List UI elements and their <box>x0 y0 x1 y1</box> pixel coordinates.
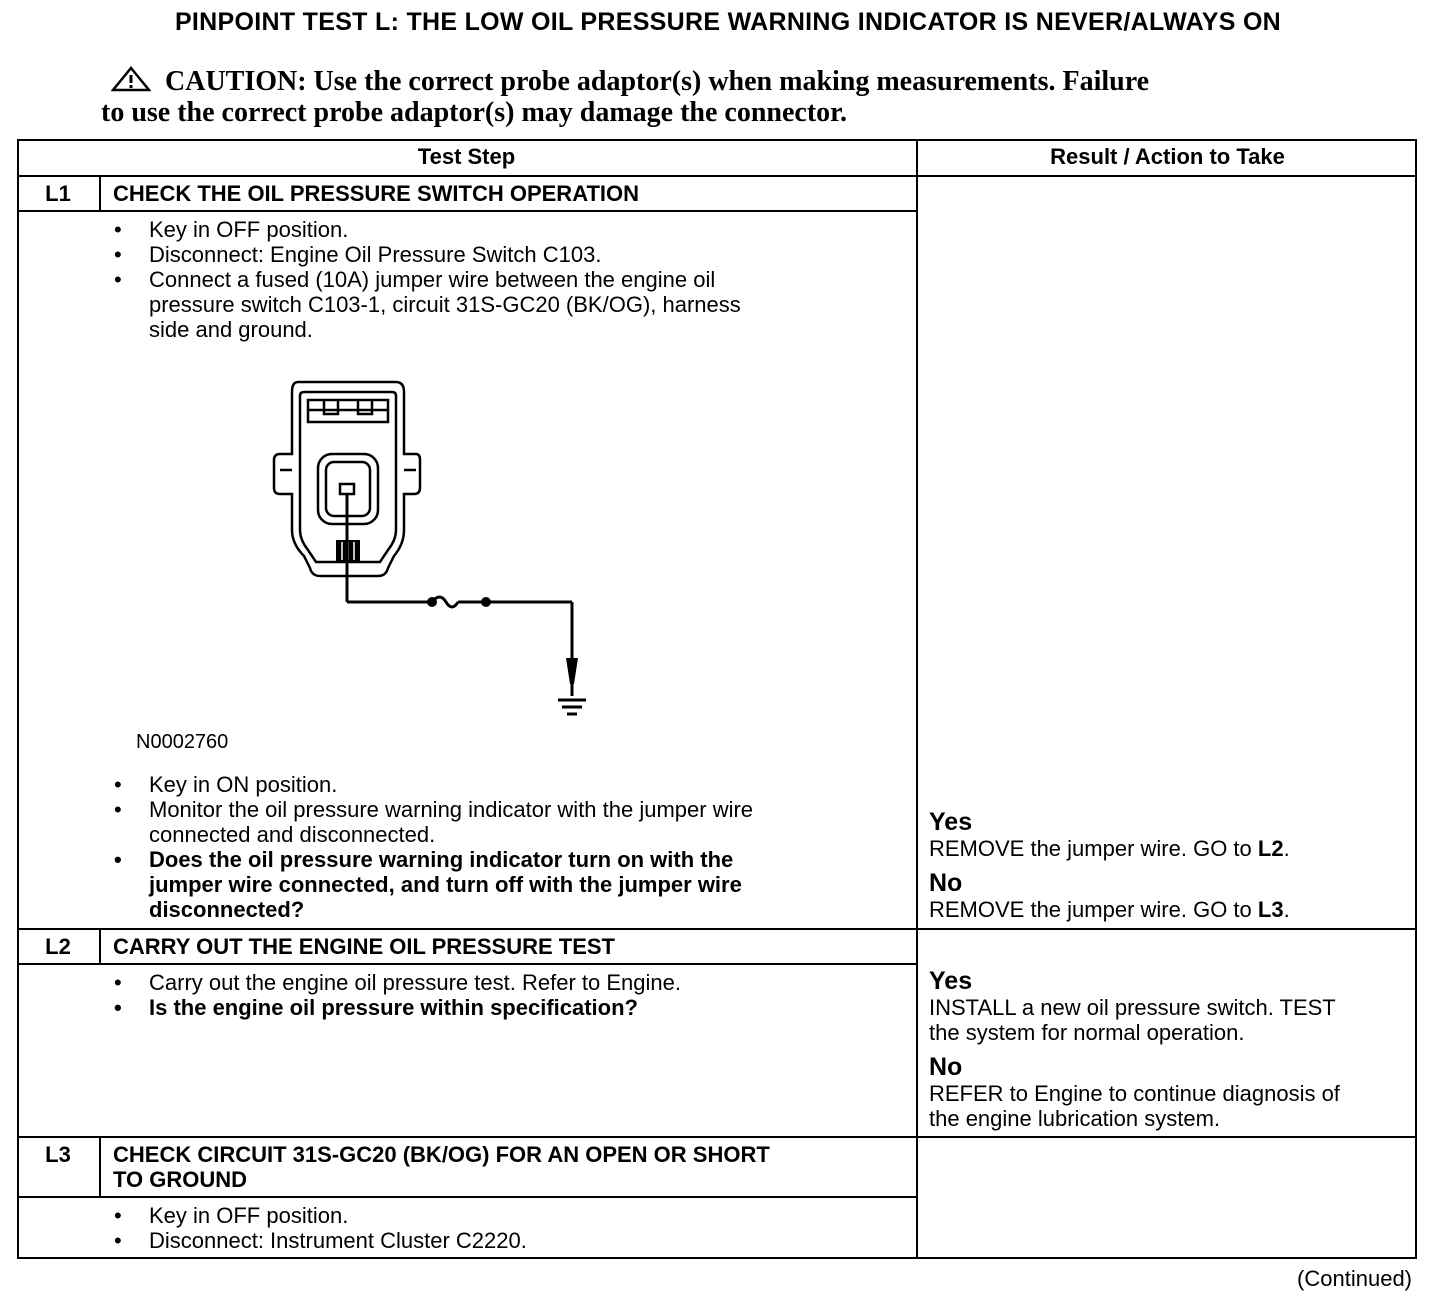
result-text: INSTALL a new oil pressure switch. TEST <box>929 995 1336 1020</box>
step-title-l3: CHECK CIRCUIT 31S-GC20 (BK/OG) FOR AN OPEN OR SHORT <box>113 1142 770 1167</box>
continued-note: (Continued) <box>1297 1266 1412 1291</box>
step-l1-question <box>114 847 733 872</box>
step-title-l1: CHECK THE OIL PRESSURE SWITCH OPERATION <box>113 181 640 206</box>
step-l2-instructions <box>114 970 681 1020</box>
step-id-l3: L3 <box>45 1142 71 1167</box>
result-no-l2 <box>929 1053 1340 1131</box>
result-label: Yes <box>929 808 973 836</box>
result-label: No <box>929 1053 963 1081</box>
step-title-rule <box>17 963 918 965</box>
step-id-l2: L2 <box>45 934 71 959</box>
result-yes-l2 <box>929 967 1336 1045</box>
step-id-divider <box>99 175 101 212</box>
result-text: the engine lubrication system. <box>929 1106 1221 1131</box>
result-label: Yes <box>929 967 973 995</box>
step-title-rule <box>17 210 918 212</box>
row-rule <box>17 928 1417 930</box>
instruction-item: • Disconnect: Instrument Cluster C2220. <box>114 1228 527 1253</box>
step-l1-instructions <box>114 217 715 292</box>
question-continuation: disconnected? <box>149 897 305 922</box>
goto-step-link[interactable]: L2 <box>1257 836 1284 861</box>
step-id-divider <box>99 928 101 965</box>
warning-triangle-icon <box>111 66 151 92</box>
step-id-divider <box>99 1136 101 1198</box>
header-rule <box>17 175 1417 177</box>
instruction-item: • Key in ON position. <box>114 772 753 797</box>
caution-note <box>101 66 1331 128</box>
instruction-continuation: connected and disconnected. <box>149 822 436 847</box>
step-title-rule <box>17 1196 918 1198</box>
instruction-item: • Monitor the oil pressure warning indicator with the jumper wire <box>114 797 753 822</box>
result-end: . <box>1283 836 1290 861</box>
result-no-l1 <box>929 869 1290 922</box>
instruction-continuation: side and ground. <box>149 317 313 342</box>
step-l1-checks <box>114 772 753 822</box>
question-item: • Is the engine oil pressure within specification? <box>114 995 681 1020</box>
step-title-l3-cont: TO GROUND <box>113 1167 248 1192</box>
result-text: REMOVE the jumper wire. GO to <box>929 897 1258 922</box>
instruction-item: • Key in OFF position. <box>114 217 715 242</box>
row-rule <box>17 1136 1417 1138</box>
question-item: • Does the oil pressure warning indicator turn on with the <box>114 847 733 872</box>
header-result: Result / Action to Take <box>1050 144 1285 169</box>
step-l3-instructions <box>114 1203 527 1253</box>
result-text: REFER to Engine to continue diagnosis of <box>929 1081 1340 1106</box>
instruction-continuation: pressure switch C103-1, circuit 31S-GC20 (BK/OG), harness <box>149 292 741 317</box>
step-title-l2: CARRY OUT THE ENGINE OIL PRESSURE TEST <box>113 934 615 959</box>
result-text: the system for normal operation. <box>929 1020 1245 1045</box>
column-divider <box>916 139 918 1259</box>
result-end: . <box>1283 897 1290 922</box>
header-test-step: Test Step <box>417 144 516 169</box>
result-label: No <box>929 869 963 897</box>
goto-step-link[interactable]: L3 <box>1257 897 1284 922</box>
result-yes-l1 <box>929 808 1290 861</box>
instruction-item: • Carry out the engine oil pressure test. Refer to Engine. <box>114 970 681 995</box>
page-title: PINPOINT TEST L: THE LOW OIL PRESSURE WARNING INDICATOR IS NEVER/ALWAYS ON <box>174 8 1282 36</box>
connector-jumper-diagram <box>240 370 620 730</box>
caution-line-2: to use the correct probe adaptor(s) may damage the connector. <box>101 97 848 128</box>
step-id-l1: L1 <box>45 181 71 206</box>
figure-id: N0002760 <box>136 731 229 753</box>
caution-line-1: CAUTION: Use the correct probe adaptor(s) when making measurements. Failure <box>165 66 1150 97</box>
instruction-item: • Connect a fused (10A) jumper wire between the engine oil <box>114 267 715 292</box>
instruction-item: • Disconnect: Engine Oil Pressure Switch C103. <box>114 242 715 267</box>
question-continuation: jumper wire connected, and turn off with the jumper wire <box>149 872 742 897</box>
instruction-item: • Key in OFF position. <box>114 1203 527 1228</box>
result-text: REMOVE the jumper wire. GO to <box>929 836 1258 861</box>
